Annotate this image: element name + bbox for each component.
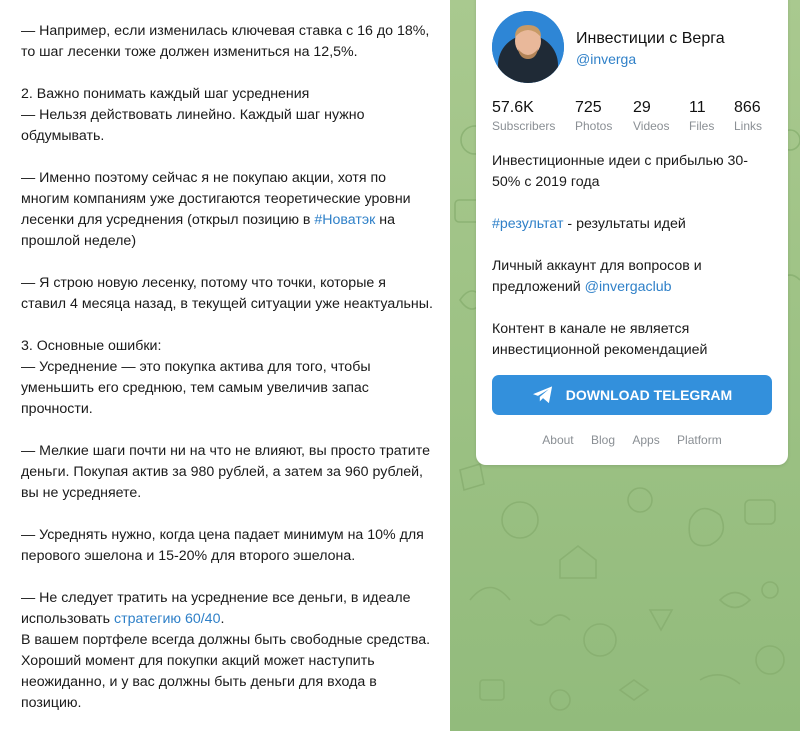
post-line: В вашем портфеле всегда должны быть свободные средства. Хороший момент для покупки акций может наступить неожиданно, и у вас должны быть деньги для входа в позицию. <box>21 632 431 711</box>
channel-description <box>492 151 772 361</box>
channel-info-card <box>476 0 788 465</box>
description-line: Инвестиционные идеи с прибылью 30-50% с 2019 года <box>492 153 749 190</box>
description-line <box>492 256 772 298</box>
strategy-link[interactable]: стратегию 60/40 <box>113 611 221 627</box>
stat-files[interactable] <box>689 99 714 133</box>
avatar-image <box>492 11 564 83</box>
post-line: — Усреднение — это покупка актива для того, чтобы уменьшить его среднюю, тем самым увеличив запас прочности. <box>21 359 371 417</box>
post-text-fragment: на прошлой неделе) <box>21 212 396 249</box>
post-text-fragment: . <box>220 611 225 627</box>
stat-photos[interactable] <box>575 99 612 133</box>
stat-label: Files <box>689 119 715 133</box>
footer-link-blog[interactable]: Blog <box>590 433 615 447</box>
post-heading: 3. Основные ошибки: <box>21 338 162 354</box>
description-line <box>492 214 772 235</box>
stat-value: 11 <box>689 99 706 116</box>
post-line: — Усреднять нужно, когда цена падает минимум на 10% для перового эшелона и 15-20% для второго эшелона. <box>21 527 424 564</box>
stat-value: 866 <box>734 99 761 116</box>
channel-avatar[interactable] <box>492 11 564 83</box>
post-line: — Нельзя действовать линейно. Каждый шаг нужно обдумывать. <box>21 107 365 144</box>
stat-label: Photos <box>575 119 613 133</box>
post-heading: 2. Важно понимать каждый шаг усреднения <box>21 86 310 102</box>
footer-link-platform[interactable]: Platform <box>677 433 722 447</box>
download-button-label: DOWNLOAD TELEGRAM <box>565 387 733 403</box>
footer-link-apps[interactable]: Apps <box>632 433 660 447</box>
telegram-plane-icon <box>532 385 554 405</box>
post-line <box>21 588 433 630</box>
stat-links[interactable] <box>734 99 762 133</box>
post-line <box>21 168 433 252</box>
download-telegram-button[interactable] <box>492 375 772 415</box>
footer-link-about[interactable]: About <box>542 433 574 447</box>
stat-value: 57.6K <box>492 99 534 116</box>
footer-links <box>476 433 788 447</box>
stat-value: 29 <box>633 99 651 116</box>
post-text-fragment: — Именно поэтому сейчас я не покупаю акции, хотя по многим компаниям уже достигаются теоретические уровни лесенки для усреднения (открыл позицию в <box>21 170 411 228</box>
description-fragment: Личный аккаунт для вопросов и предложений <box>492 258 702 295</box>
stat-value: 725 <box>575 99 602 116</box>
hashtag-link[interactable]: #Новатэк <box>314 212 376 228</box>
stat-subscribers <box>492 99 555 133</box>
description-fragment: - результаты идей <box>563 216 686 232</box>
post-text-fragment: — Не следует тратить на усреднение все деньги, в идеале использовать <box>21 590 411 627</box>
post-text <box>21 0 433 714</box>
channel-title: Инвестиции с Верга <box>576 30 725 47</box>
stat-label: Subscribers <box>492 119 556 133</box>
post-line: — Например, если изменилась ключевая ставка с 16 до 18%, то шаг лесенки тоже должен измениться на 12,5%. <box>21 23 430 60</box>
stat-label: Videos <box>633 119 670 133</box>
channel-handle-link[interactable]: @inverga <box>576 51 637 67</box>
channel-stats <box>492 99 772 139</box>
description-line: Контент в канале не является инвестиционной рекомендацией <box>492 321 708 358</box>
post-line: — Я строю новую лесенку, потому что точки, которые я ставил 4 месяца назад, в текущей ситуации уже неактуальны. <box>21 275 433 312</box>
hashtag-link[interactable]: #результат <box>492 216 564 232</box>
stat-label: Links <box>734 119 763 133</box>
stat-videos[interactable] <box>633 99 669 133</box>
post-line: — Мелкие шаги почти ни на что не влияют, вы просто тратите деньги. Покупая актив за 980 рублей, а затем за 960 рублей, вы не усредняете. <box>21 443 430 501</box>
contact-link[interactable]: @invergaclub <box>584 279 672 295</box>
